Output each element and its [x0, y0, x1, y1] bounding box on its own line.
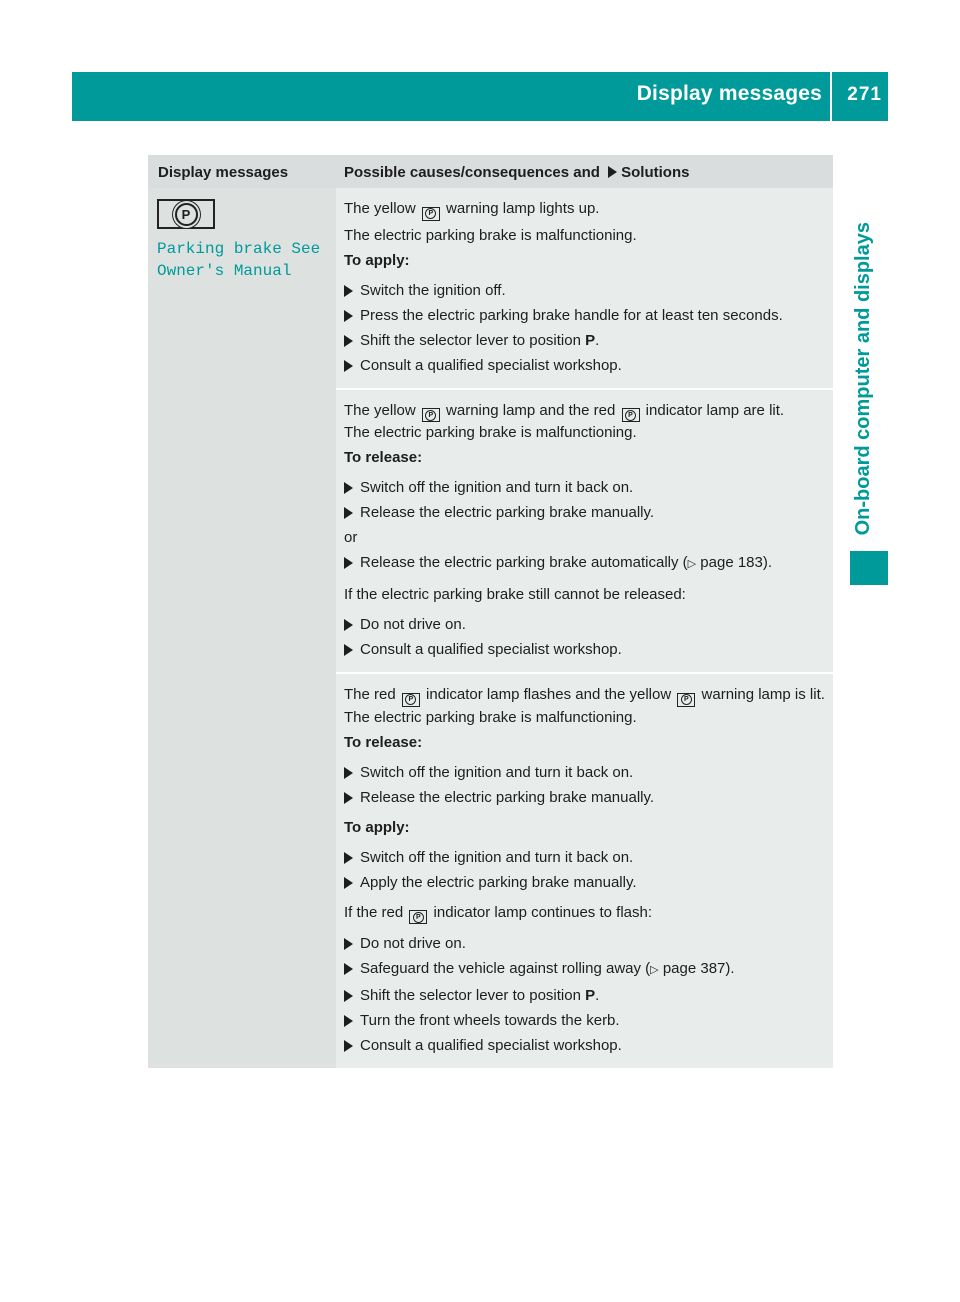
- arrow-icon: [608, 166, 617, 178]
- arrow-icon: [344, 310, 353, 322]
- message-cell: [148, 188, 336, 1068]
- arrow-icon: [344, 990, 353, 1002]
- arrow-icon: [344, 507, 353, 519]
- arrow-icon: [344, 644, 353, 656]
- subheading-to-apply: To apply:: [344, 818, 410, 836]
- step-item: Press the electric parking brake handle for at least ten seconds.: [344, 305, 827, 326]
- col-header-solutions: Solutions: [621, 164, 690, 181]
- step-item: Switch off the ignition and turn it back on.: [344, 477, 827, 498]
- subheading-to-release: To release:: [344, 449, 423, 466]
- section-tab-marker: [850, 551, 888, 585]
- section-side-label: [843, 145, 883, 535]
- step-item: Release the electric parking brake manually.: [344, 787, 827, 808]
- step-item: Consult a qualified specialist workshop.: [344, 639, 827, 660]
- arrow-icon: [344, 792, 353, 804]
- page-ref-icon: ▷: [687, 558, 697, 570]
- arrow-icon: [344, 1015, 353, 1027]
- parking-brake-indicator-icon: P: [402, 693, 420, 707]
- arrow-icon: [344, 482, 353, 494]
- parking-brake-warning-icon: P: [422, 207, 440, 221]
- solution-row-3: The red P indicator lamp flashes and the yellow P warning lamp is lit. The electric parking brake is malfunctioning. To release: Switch off the ignition and turn it back on. Release the electric parking brake manually. To apply: Switch off the ignition and turn it back on. Apply the electric parking brake manually. If the red P indicator lamp continues to flash: Do not drive on. Safeguard the vehicle against rolling away (▷ page 387). Shift the selector lever to position P. Turn the front wheels towards the kerb. Consult a qualified specialist workshop.: [336, 672, 833, 1068]
- step-item: Switch the ignition off.: [344, 280, 827, 301]
- header-title: Display messages: [636, 82, 822, 105]
- col-header-causes-text: Possible causes/consequences and: [344, 164, 600, 181]
- arrow-icon: [344, 877, 353, 889]
- step-item: Apply the electric parking brake manually.: [344, 872, 827, 893]
- arrow-icon: [344, 767, 353, 779]
- arrow-icon: [344, 852, 353, 864]
- subheading-to-release: To release:: [344, 733, 423, 751]
- page-link[interactable]: page 183).: [700, 554, 773, 571]
- display-messages-table: [148, 155, 833, 1068]
- solution-row-2: The yellow P warning lamp and the red P indicator lamp are lit. The electric parking brake is malfunctioning. To release: Switch off the ignition and turn it back on. Release the electric parking brake manually. or Release the electric parking brake automatically (▷ page 183). If the electric parking brake still cannot be released: Do not drive on. Consult a qualified specialist workshop.: [336, 388, 833, 673]
- arrow-icon: [344, 619, 353, 631]
- parking-brake-indicator-icon: P: [622, 408, 640, 422]
- col-header-display-messages: Display messages: [158, 164, 289, 181]
- table-header: [148, 155, 833, 188]
- page-header: [72, 72, 888, 121]
- page-link[interactable]: page 387).: [662, 960, 735, 977]
- solution-row-1: The yellow P warning lamp lights up. The electric parking brake is malfunctioning. To apply: Switch the ignition off. Press the electric parking brake handle for at least ten seconds. Shift the selector lever to position P. Consult a qualified specialist workshop.: [336, 188, 833, 388]
- solutions-column: [336, 188, 833, 1068]
- header-divider: [830, 72, 832, 121]
- step-item: Release the electric parking brake automatically (▷ page 183).: [344, 552, 827, 575]
- parking-brake-warning-icon: P: [422, 408, 440, 422]
- arrow-icon: [344, 557, 353, 569]
- parking-brake-indicator-icon: P: [409, 910, 427, 924]
- display-message-text: Parking brake See Owner's Manual: [157, 240, 321, 280]
- step-item: Safeguard the vehicle against rolling away (▷ page 387).: [344, 958, 827, 981]
- arrow-icon: [344, 1040, 353, 1052]
- section-title: On-board computer and displays: [851, 221, 874, 535]
- step-item: Release the electric parking brake manually.: [344, 502, 827, 523]
- parking-brake-icon: P: [157, 199, 215, 229]
- arrow-icon: [344, 285, 353, 297]
- step-item: Do not drive on.: [344, 614, 827, 635]
- arrow-icon: [344, 963, 353, 975]
- page-ref-icon: ▷: [650, 964, 659, 976]
- col-header-causes: [336, 155, 833, 188]
- arrow-icon: [344, 360, 353, 372]
- arrow-icon: [344, 938, 353, 950]
- step-item: Consult a qualified specialist workshop.: [344, 355, 827, 376]
- table-body: [148, 188, 833, 1068]
- step-item: Turn the front wheels towards the kerb.: [344, 1010, 827, 1031]
- step-item: Shift the selector lever to position P.: [344, 985, 827, 1006]
- parking-brake-warning-icon: P: [677, 693, 695, 707]
- subheading-to-apply: To apply:: [344, 251, 410, 269]
- step-item: Do not drive on.: [344, 933, 827, 954]
- step-item: Consult a qualified specialist workshop.: [344, 1035, 827, 1056]
- step-item: Switch off the ignition and turn it back on.: [344, 762, 827, 783]
- step-item: Switch off the ignition and turn it back on.: [344, 847, 827, 868]
- page-number: 271: [847, 84, 882, 105]
- arrow-icon: [344, 335, 353, 347]
- step-item: Shift the selector lever to position P.: [344, 330, 827, 351]
